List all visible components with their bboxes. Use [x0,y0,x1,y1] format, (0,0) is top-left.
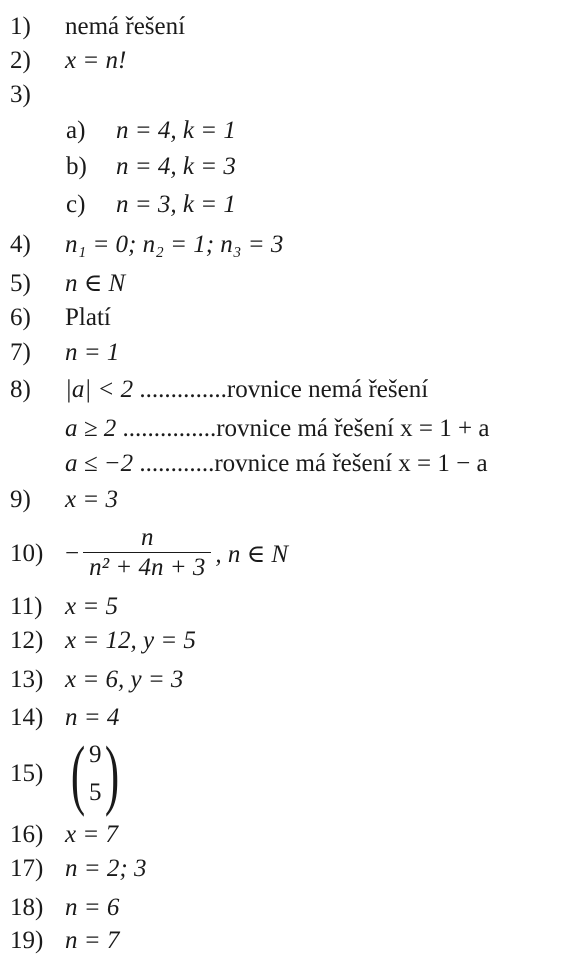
answer-text: nemá řešení [65,13,186,40]
answer-text: n = 2; 3 [65,855,147,882]
binomial-stack [89,736,102,812]
item-number: 4) [10,231,31,258]
condition: |a| < 2 [65,376,134,403]
minus-sign: − [65,539,80,567]
fraction-numerator: n [140,524,154,551]
right-paren-icon: ) [105,730,120,817]
item-number: 7) [10,339,31,366]
answer-12 [10,626,196,656]
answer-8-line3 [65,449,488,479]
answer-text: x = 3 [65,486,118,513]
domain-text: , n ∈ N [215,540,289,568]
item-number: 11) [10,593,43,620]
answer-3a [66,116,236,146]
answer-17 [10,854,146,884]
fraction [83,524,211,583]
subitem-text: n = 4, k = 1 [116,117,236,144]
answer-text: n = 7 [65,927,120,954]
answer-text: x = 6, y = 3 [65,666,184,693]
item-number: 9) [10,486,31,513]
item-number: 2) [10,47,31,74]
subitem-letter: c) [66,191,86,218]
answer-2 [10,46,126,76]
answer-7 [10,338,119,368]
item-number: 13) [10,666,44,693]
fraction-denominator: n² + 4n + 3 [83,552,211,583]
answer-14 [10,703,119,733]
answer-text: x = n! [65,47,127,74]
result-text: rovnice nemá řešení [226,376,429,403]
item-number: 16) [10,821,44,848]
answer-9 [10,485,118,515]
answer-3c [66,190,236,220]
item-number: 15) [10,760,44,787]
left-paren-icon: ( [70,730,86,817]
item-number: 14) [10,704,44,731]
item-number: 8) [10,376,31,403]
answer-8 [10,375,428,405]
item-number: 1) [10,13,31,40]
subitem-text: n = 4, k = 3 [116,153,236,180]
answer-text: n ∈ N [65,270,126,297]
answer-text: n = 4 [65,704,120,731]
answer-text: x = 5 [65,593,118,620]
leader-dots: .............. [139,376,227,403]
item-number: 19) [10,927,44,954]
subitem-text: n = 3, k = 1 [116,191,236,218]
answer-19 [10,926,119,956]
answer-1 [10,12,185,42]
answer-3b [66,152,236,182]
answer-13 [10,665,183,695]
item-number: 3) [10,81,31,108]
subitem-letter: a) [66,117,86,144]
item-number: 6) [10,304,31,331]
answer-text: n₁ = 0; n₂ = 1; n₃ = 3 [65,231,284,258]
answer-6 [10,303,111,333]
answer-text: x = 7 [65,821,118,848]
leader-dots: ............... [122,415,217,442]
condition: a ≤ −2 [65,450,134,477]
answer-5 [10,269,125,299]
answer-11 [10,592,118,622]
answer-10 [10,524,288,583]
answer-15 [10,730,125,817]
result-text: rovnice má řešení x = 1 − a [214,450,488,477]
answer-3 [10,80,65,110]
result-text: rovnice má řešení x = 1 + a [216,415,490,442]
answer-text: n = 1 [65,339,120,366]
item-number: 18) [10,894,44,921]
answer-4 [10,230,283,260]
binomial-coefficient [65,730,125,817]
answer-text: n = 6 [65,894,120,921]
item-number: 10) [10,539,44,567]
leader-dots: ............ [139,450,215,477]
subitem-letter: b) [66,153,87,180]
condition: a ≥ 2 [65,415,117,442]
answer-text: x = 12, y = 5 [65,627,196,654]
item-number: 5) [10,270,31,297]
answer-8-line2 [65,414,489,444]
binomial-bottom: 5 [88,779,102,806]
item-number: 12) [10,627,44,654]
item-number: 17) [10,855,44,882]
answer-18 [10,893,119,923]
answer-text: Platí [65,304,111,331]
answer-16 [10,820,118,850]
binomial-top: 9 [88,741,102,768]
